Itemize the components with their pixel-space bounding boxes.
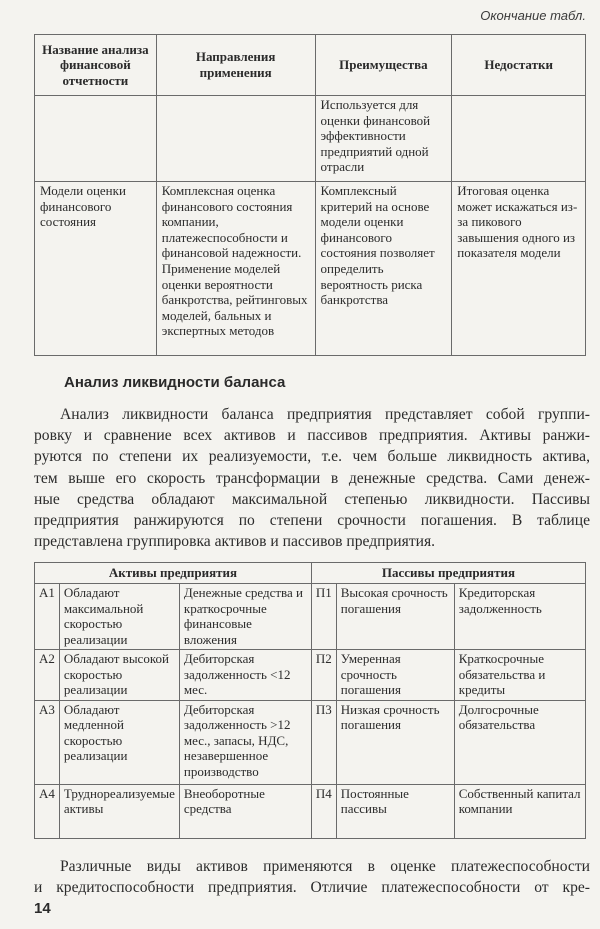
header-assets: Активы предприятия xyxy=(35,563,312,584)
paragraph-line: Различные виды активов применяются в оценке платежеспособности xyxy=(60,858,590,875)
header-analysis-name: Название анализа финансовой отчетности xyxy=(35,35,157,96)
liability-items: Собственный капитал компании xyxy=(454,784,585,838)
paragraph-line: представлена группировка активов и пассивов предприятия. xyxy=(34,533,436,551)
liability-description: Умеренная срочность погашения xyxy=(336,650,454,701)
paragraph-liquidity xyxy=(34,404,590,552)
asset-code: А2 xyxy=(35,650,60,701)
paragraph-line: Анализ ликвидности баланса предприятия представляет собой группи- xyxy=(60,406,590,423)
cell-name: Модели оценки финансового состояния xyxy=(35,182,157,356)
asset-items: Дебиторская задолженность >12 мес., запасы, НДС, незавершенное производство xyxy=(179,700,311,784)
asset-description: Обладают максимальной скоростью реализации xyxy=(59,584,179,650)
asset-items: Внеоборотные средства xyxy=(179,784,311,838)
cell-name xyxy=(35,96,157,182)
table-row xyxy=(35,182,586,356)
liability-code: П1 xyxy=(311,584,336,650)
header-application: Направления применения xyxy=(156,35,315,96)
paragraph-solvency xyxy=(34,856,590,898)
liability-code: П2 xyxy=(311,650,336,701)
table-header-row xyxy=(35,563,586,584)
header-disadvantages: Недостатки xyxy=(452,35,586,96)
cell-application xyxy=(156,96,315,182)
paragraph-line: предприятия ранжируются по степени срочности погашения. В таблице xyxy=(34,512,590,530)
liability-items: Кредиторская задолженность xyxy=(454,584,585,650)
liability-code: П4 xyxy=(311,784,336,838)
table-header-row xyxy=(35,35,586,96)
table-row xyxy=(35,650,586,701)
analysis-methods-table xyxy=(34,34,586,356)
paragraph-line: ные средства обладают максимальной степенью ликвидности. Пассивы xyxy=(34,490,590,508)
liability-description: Высокая срочность погашения xyxy=(336,584,454,650)
continuation-label: Окончание табл. xyxy=(480,8,586,23)
asset-code: А4 xyxy=(35,784,60,838)
asset-items: Денежные средства и краткосрочные финансовые вложения xyxy=(179,584,311,650)
asset-code: А3 xyxy=(35,700,60,784)
page-number: 14 xyxy=(34,900,51,917)
table-row xyxy=(35,784,586,838)
paragraph-line: ровку и сравнение всех активов и пассивов предприятия. Активы ранжи- xyxy=(34,427,590,445)
cell-disadvantages: Итоговая оценка может искажаться из-за пикового завышения одного из показателя модели xyxy=(452,182,586,356)
paragraph-line: тем выше его скорость трансформации в денежные средства. Сами денеж- xyxy=(34,469,590,487)
liability-description: Постоянные пассивы xyxy=(336,784,454,838)
paragraph-line: руются по степени их реализуемости, т.е. чем больше ликвидность актива, xyxy=(34,448,590,466)
asset-description: Труднореализуемые активы xyxy=(59,784,179,838)
asset-description: Обладают медленной скоростью реализации xyxy=(59,700,179,784)
liability-items: Долгосрочные обязательства xyxy=(454,700,585,784)
header-liabilities: Пассивы предприятия xyxy=(311,563,585,584)
cell-advantages: Комплексный критерий на основе модели оценки финансового состояния позволяет определить вероятность риска банкротства xyxy=(315,182,452,356)
liability-code: П3 xyxy=(311,700,336,784)
assets-liabilities-table xyxy=(34,562,586,839)
asset-code: А1 xyxy=(35,584,60,650)
liability-description: Низкая срочность погашения xyxy=(336,700,454,784)
cell-advantages: Используется для оценки финансовой эффективности предприятий одной отрасли xyxy=(315,96,452,182)
header-advantages: Преимущества xyxy=(315,35,452,96)
paragraph-line: и кредитоспособности предприятия. Отличие платежеспособности от кре- xyxy=(34,879,590,897)
table-row xyxy=(35,700,586,784)
asset-description: Обладают высокой скоростью реализации xyxy=(59,650,179,701)
table-row xyxy=(35,584,586,650)
liability-items: Краткосрочные обязательства и кредиты xyxy=(454,650,585,701)
table-row xyxy=(35,96,586,182)
cell-application: Комплексная оценка финансового состояния компании, платежеспособности и финансовой надежности. Применение моделей оценки вероятности банкротства, рейтинговых моделей, бальных и экспертных методов xyxy=(156,182,315,356)
cell-disadvantages xyxy=(452,96,586,182)
asset-items: Дебиторская задолженность <12 мес. xyxy=(179,650,311,701)
section-heading: Анализ ликвидности баланса xyxy=(64,374,286,391)
